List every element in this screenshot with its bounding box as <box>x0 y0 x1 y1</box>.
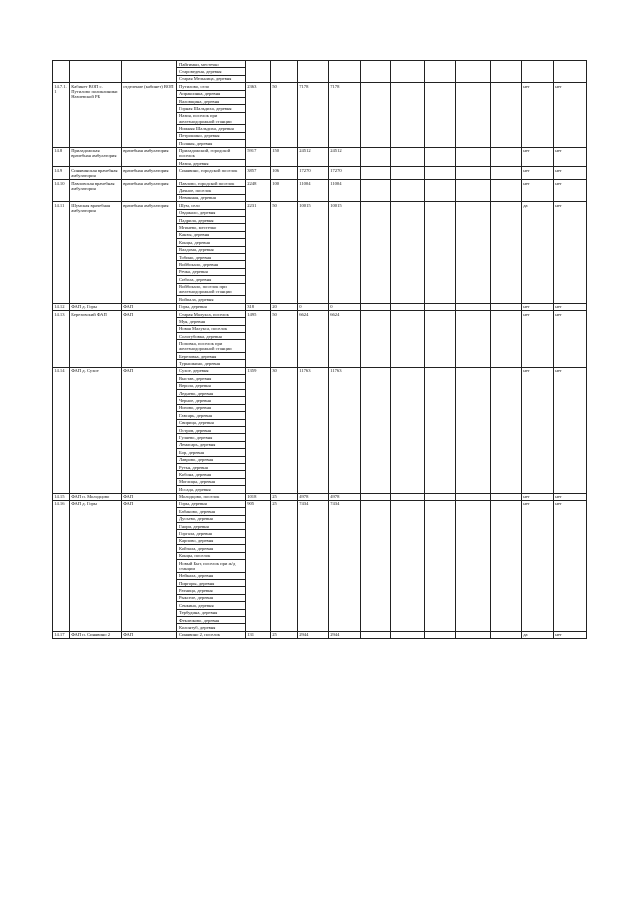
visits-value: 11004 <box>298 180 329 202</box>
table-row <box>53 303 587 310</box>
empty-cell <box>491 167 522 180</box>
population-value <box>246 61 271 83</box>
table-row <box>53 83 587 90</box>
visits-value: 24512 <box>298 147 329 167</box>
flag-value: нет <box>554 500 587 631</box>
settlement-name: Турышкино, деревня <box>177 360 246 367</box>
visits-value: 2944 <box>298 631 329 638</box>
empty-cell <box>491 180 522 202</box>
healthcare-facilities-table <box>52 60 587 639</box>
settlement-name: Гавсарь, деревня <box>177 412 246 419</box>
facility-number: 14.14 <box>53 367 70 493</box>
settlement-name: Рыкселе, деревня <box>177 594 246 601</box>
settlement-name: Моглицы, деревня <box>177 478 246 485</box>
flag-value: нет <box>522 493 554 500</box>
facility-number: 14.13 <box>53 310 70 367</box>
facility-type: ФАП <box>122 631 177 638</box>
settlement-name: Войбокало, поселок при железнодорожной станции <box>177 283 246 296</box>
visits-total-value: 7434 <box>329 500 361 631</box>
settlement-name: Назия, поселок при железнодорожной станции <box>177 112 246 125</box>
facility-type: ФАП <box>122 493 177 500</box>
empty-cell <box>491 202 522 303</box>
settlement-name: Горы, деревня <box>177 500 246 507</box>
settlement-name: Черное, деревня <box>177 397 246 404</box>
population-value: 1359 <box>246 367 271 493</box>
visits-value: 6624 <box>298 310 329 367</box>
table-row <box>53 180 587 187</box>
settlement-name: Нижняя Шальдиха, деревня <box>177 125 246 132</box>
settlement-name: Горная Шальдиха, деревня <box>177 105 246 112</box>
empty-cell <box>491 61 522 83</box>
settlement-name: Староведеня, деревня <box>177 68 246 75</box>
empty-cell <box>456 367 491 493</box>
empty-cell <box>425 180 456 202</box>
capacity-value: 25 <box>271 631 298 638</box>
settlement-name: Гуляево, деревня <box>177 434 246 441</box>
visits-total-value: 7178 <box>329 83 361 147</box>
settlement-name: Концы, поселок <box>177 552 246 559</box>
flag-value: нет <box>522 83 554 147</box>
settlement-name: Тобино, деревня <box>177 253 246 260</box>
settlement-name: Кобона, деревня <box>177 471 246 478</box>
visits-total-value: 17270 <box>329 167 361 180</box>
table-row <box>53 631 587 638</box>
visits-total-value: 11004 <box>329 180 361 202</box>
flag-value: нет <box>554 310 587 367</box>
settlement-name: Сибола, деревня <box>177 276 246 283</box>
empty-cell <box>425 631 456 638</box>
facility-name: Приладожская врачебная амбулатория <box>70 147 122 167</box>
visits-total-value: 4978 <box>329 493 361 500</box>
facility-type: ФАП <box>122 310 177 367</box>
visits-total-value: 2944 <box>329 631 361 638</box>
settlement-name: Войбокало, деревня <box>177 261 246 268</box>
settlement-name: Бор, деревня <box>177 449 246 456</box>
settlement-name: Молодцово, поселок <box>177 493 246 500</box>
facility-type: отделение (кабинет) ВОП <box>122 83 177 147</box>
settlement-name: Сенкина, деревня <box>177 602 246 609</box>
population-value: 2231 <box>246 202 271 303</box>
capacity-value: 30 <box>271 367 298 493</box>
settlement-name: Овдакало, деревня <box>177 209 246 216</box>
empty-cell <box>491 147 522 167</box>
visits-total-value <box>329 61 361 83</box>
flag-value: нет <box>554 147 587 167</box>
flag-value <box>522 61 554 83</box>
empty-cell <box>456 180 491 202</box>
settlement-name: Верола, деревня <box>177 382 246 389</box>
flag-value: нет <box>554 303 587 310</box>
facility-number: 14.9 <box>53 167 70 180</box>
settlement-name: Путилово, село <box>177 83 246 90</box>
flag-value: нет <box>554 83 587 147</box>
facility-type: врачебная амбулатория <box>122 147 177 167</box>
flag-value: нет <box>554 167 587 180</box>
settlement-name: Сологубовка, деревня <box>177 333 246 340</box>
document-page <box>52 60 586 639</box>
settlement-name: Горгала, деревня <box>177 530 246 537</box>
visits-value: 7434 <box>298 500 329 631</box>
facility-type <box>122 61 177 83</box>
empty-cell <box>361 631 391 638</box>
facility-name: ФАП д. Сухое <box>70 367 122 493</box>
empty-cell <box>361 167 391 180</box>
settlement-name: Дачное, поселок <box>177 187 246 194</box>
flag-value: нет <box>554 367 587 493</box>
settlement-name: Низово, деревня <box>177 404 246 411</box>
empty-cell <box>456 202 491 303</box>
facility-name: Березовский ФАП <box>70 310 122 367</box>
capacity-value: 100 <box>271 180 298 202</box>
facility-number: 14.8 <box>53 147 70 167</box>
facility-number: 14.11 <box>53 202 70 303</box>
empty-cell <box>456 83 491 147</box>
visits-value <box>298 61 329 83</box>
facility-type: ФАП <box>122 303 177 310</box>
table-row <box>53 167 587 180</box>
empty-cell <box>391 310 425 367</box>
settlement-name: Иссада, деревня <box>177 486 246 493</box>
empty-cell <box>361 493 391 500</box>
settlement-name: Поповка, поселок при железнодорожной станции <box>177 340 246 353</box>
empty-cell <box>361 147 391 167</box>
flag-value: нет <box>522 167 554 180</box>
empty-cell <box>361 310 391 367</box>
capacity-value: 25 <box>271 500 298 631</box>
flag-value <box>554 61 587 83</box>
visits-value: 4978 <box>298 493 329 500</box>
settlement-name: Муя, деревня <box>177 318 246 325</box>
empty-cell <box>391 167 425 180</box>
population-value: 2363 <box>246 83 271 147</box>
empty-cell <box>456 631 491 638</box>
empty-cell <box>361 500 391 631</box>
empty-cell <box>456 147 491 167</box>
empty-cell <box>425 167 456 180</box>
capacity-value: 25 <box>271 493 298 500</box>
settlement-name: Дусьево, деревня <box>177 515 246 522</box>
empty-cell <box>425 493 456 500</box>
settlement-name: Остров, деревня <box>177 426 246 433</box>
facility-name: ФАП д. Горы <box>70 303 122 310</box>
settlement-name: Невинная, деревня <box>177 194 246 201</box>
settlement-name: Койчала, деревня <box>177 545 246 552</box>
empty-cell <box>425 303 456 310</box>
settlement-name: Синявино, городской поселок <box>177 167 246 180</box>
settlement-name: Горы, деревня <box>177 303 246 310</box>
empty-cell <box>391 631 425 638</box>
empty-cell <box>491 493 522 500</box>
settlement-name: Синявино 2, поселок <box>177 631 246 638</box>
flag-value: нет <box>554 493 587 500</box>
capacity-value: 106 <box>271 167 298 180</box>
empty-cell <box>425 367 456 493</box>
settlement-name: Пиргоры, деревня <box>177 580 246 587</box>
facility-number: 14.17 <box>53 631 70 638</box>
empty-cell <box>361 61 391 83</box>
capacity-value: 50 <box>271 202 298 303</box>
empty-cell <box>491 303 522 310</box>
settlement-name: Старая Малукса, поселок <box>177 310 246 317</box>
facility-name: Павловская врачебная амбулатория <box>70 180 122 202</box>
visits-total-value: 24512 <box>329 147 361 167</box>
empty-cell <box>491 310 522 367</box>
empty-cell <box>391 367 425 493</box>
population-value: 318 <box>246 303 271 310</box>
settlement-name: Мгинево, местечко <box>177 224 246 231</box>
empty-cell <box>391 202 425 303</box>
table-row <box>53 310 587 317</box>
facility-type: ФАП <box>122 367 177 493</box>
capacity-value <box>271 61 298 83</box>
capacity-value: 50 <box>271 310 298 367</box>
settlement-name: Тербудина, деревня <box>177 609 246 616</box>
settlement-name: Валдома, деревня <box>177 246 246 253</box>
settlement-name: Поляны, деревня <box>177 140 246 147</box>
empty-cell <box>391 180 425 202</box>
flag-value: нет <box>522 500 554 631</box>
flag-value: нет <box>554 202 587 303</box>
flag-value: да <box>522 631 554 638</box>
table-row <box>53 61 587 68</box>
facility-number: 14.12 <box>53 303 70 310</box>
empty-cell <box>361 367 391 493</box>
visits-value: 11763 <box>298 367 329 493</box>
visits-value: 10015 <box>298 202 329 303</box>
capacity-value: 50 <box>271 83 298 147</box>
settlement-name: Леднево, деревня <box>177 390 246 397</box>
facility-number: 14.15 <box>53 493 70 500</box>
table-row <box>53 147 587 160</box>
facility-number <box>53 61 70 83</box>
settlement-name: Сухое, деревня <box>177 367 246 374</box>
facility-number: 14.7.1.1 <box>53 83 70 147</box>
settlement-name: Петрошино, деревня <box>177 132 246 139</box>
settlement-name: Бабаново, деревня <box>177 508 246 515</box>
settlement-name: Концы, деревня <box>177 239 246 246</box>
flag-value: нет <box>554 180 587 202</box>
settlement-name: Новая Малукса, поселок <box>177 325 246 332</box>
settlement-name: Березовка, деревня <box>177 353 246 360</box>
empty-cell <box>491 500 522 631</box>
population-value: 1495 <box>246 310 271 367</box>
settlement-name: Павлово, городской поселок <box>177 180 246 187</box>
settlement-name: Гнори, деревня <box>177 523 246 530</box>
facility-name: Шумская врачебная амбулатория <box>70 202 122 303</box>
settlement-name: Речка, деревня <box>177 268 246 275</box>
flag-value: да <box>522 202 554 303</box>
settlement-name: Назия, деревня <box>177 160 246 167</box>
empty-cell <box>361 303 391 310</box>
population-value: 2248 <box>246 180 271 202</box>
facility-name: Кабинет ВОП с. Путилово поликлиники Назиевской РБ <box>70 83 122 147</box>
settlement-name: Лемасарь, деревня <box>177 441 246 448</box>
empty-cell <box>361 83 391 147</box>
empty-cell <box>391 83 425 147</box>
population-value: 905 <box>246 500 271 631</box>
settlement-name: Старая Мельница, деревня <box>177 75 246 82</box>
settlement-name: Феклюково, деревня <box>177 616 246 623</box>
empty-cell <box>361 202 391 303</box>
population-value: 3857 <box>246 167 271 180</box>
settlement-name: Войпала, деревня <box>177 296 246 303</box>
facility-name: ФАП п. Молодцово <box>70 493 122 500</box>
empty-cell <box>391 500 425 631</box>
facility-name <box>70 61 122 83</box>
empty-cell <box>425 202 456 303</box>
empty-cell <box>456 310 491 367</box>
empty-cell <box>425 83 456 147</box>
empty-cell <box>491 631 522 638</box>
flag-value: нет <box>522 147 554 167</box>
facility-name: ФАП д. Горы <box>70 500 122 631</box>
table-row <box>53 367 587 374</box>
settlement-name: Пайгимки, местечко <box>177 61 246 68</box>
settlement-name: Ратница, деревня <box>177 587 246 594</box>
empty-cell <box>361 180 391 202</box>
settlement-name: Карпово, деревня <box>177 537 246 544</box>
flag-value: нет <box>522 180 554 202</box>
empty-cell <box>425 147 456 167</box>
facility-number: 14.16 <box>53 500 70 631</box>
empty-cell <box>491 83 522 147</box>
facility-type: врачебная амбулатория <box>122 202 177 303</box>
facility-type: врачебная амбулатория <box>122 180 177 202</box>
empty-cell <box>456 167 491 180</box>
population-value: 5917 <box>246 147 271 167</box>
population-value: 1018 <box>246 493 271 500</box>
visits-value: 7178 <box>298 83 329 147</box>
empty-cell <box>491 367 522 493</box>
settlement-name: Падрила, деревня <box>177 217 246 224</box>
population-value: 131 <box>246 631 271 638</box>
settlement-name: Выстав, деревня <box>177 375 246 382</box>
empty-cell <box>391 61 425 83</box>
empty-cell <box>391 493 425 500</box>
empty-cell <box>456 303 491 310</box>
visits-total-value: 0 <box>329 303 361 310</box>
empty-cell <box>391 147 425 167</box>
settlement-name: Рутья, деревня <box>177 463 246 470</box>
visits-total-value: 11763 <box>329 367 361 493</box>
empty-cell <box>425 61 456 83</box>
facility-type: врачебная амбулатория <box>122 167 177 180</box>
flag-value: нет <box>522 367 554 493</box>
settlement-name: Свирица, деревня <box>177 419 246 426</box>
facility-name: Синявинская врачебная амбулатория <box>70 167 122 180</box>
empty-cell <box>391 303 425 310</box>
visits-total-value: 10015 <box>329 202 361 303</box>
flag-value: нет <box>554 631 587 638</box>
empty-cell <box>456 500 491 631</box>
settlement-name: Апраксинка, деревня <box>177 90 246 97</box>
capacity-value: 150 <box>271 147 298 167</box>
settlement-name: Колонтуб, деревня <box>177 624 246 631</box>
settlement-name: Лаврово, деревня <box>177 456 246 463</box>
table-row <box>53 493 587 500</box>
empty-cell <box>425 310 456 367</box>
visits-value: 17270 <box>298 167 329 180</box>
facility-name: ФАП п. Синявино 2 <box>70 631 122 638</box>
settlement-name: Валовщина, деревня <box>177 97 246 104</box>
empty-cell <box>425 500 456 631</box>
capacity-value: 20 <box>271 303 298 310</box>
table-row <box>53 202 587 209</box>
table-row <box>53 500 587 507</box>
flag-value: нет <box>522 310 554 367</box>
settlement-name: Канзы, деревня <box>177 231 246 238</box>
facility-number: 14.10 <box>53 180 70 202</box>
empty-cell <box>456 61 491 83</box>
empty-cell <box>456 493 491 500</box>
visits-total-value: 6624 <box>329 310 361 367</box>
settlement-name: Приладожский, городской поселок <box>177 147 246 160</box>
facility-type: ФАП <box>122 500 177 631</box>
settlement-name: Шум, село <box>177 202 246 209</box>
flag-value: нет <box>522 303 554 310</box>
settlement-name: Новый Быт, поселок при ж/д станции <box>177 560 246 573</box>
visits-value: 0 <box>298 303 329 310</box>
settlement-name: Нейкала, деревня <box>177 572 246 579</box>
